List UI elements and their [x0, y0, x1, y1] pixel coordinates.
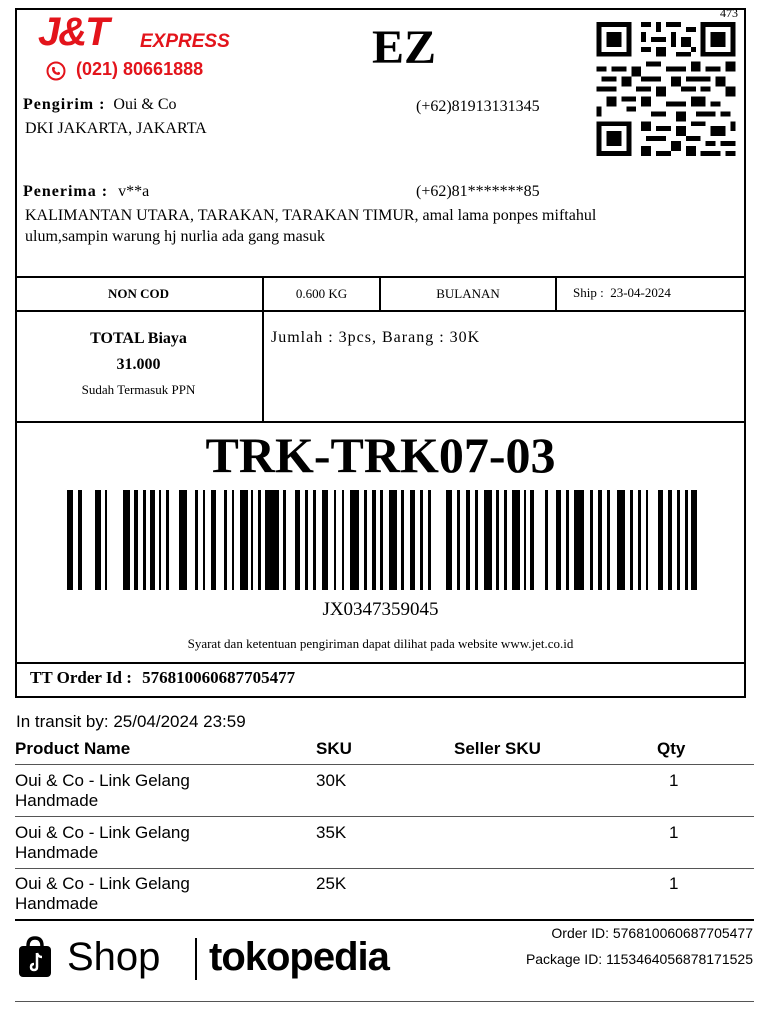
- qr-code: [596, 22, 736, 156]
- footer-divider: [15, 1001, 754, 1002]
- sender-name: Oui & Co: [113, 96, 177, 113]
- recipient-label: Penerima :: [23, 183, 109, 200]
- product-qty: 1: [669, 771, 679, 790]
- total-cost-title: TOTAL Biaya: [90, 330, 187, 347]
- divider: [15, 662, 746, 664]
- table-divider: [15, 816, 754, 817]
- sender-label: Pengirim :: [23, 96, 106, 113]
- brand-express: EXPRESS: [140, 31, 230, 52]
- product-name: Oui & Co - Link Gelang: [15, 771, 190, 790]
- col-header-seller-sku: Seller SKU: [454, 739, 541, 758]
- product-sku: 35K: [316, 823, 347, 842]
- recipient-name: v**a: [118, 183, 150, 200]
- package-contents: Jumlah : 3pcs, Barang : 30K: [271, 329, 481, 346]
- table-divider: [15, 868, 754, 869]
- sender-phone: (+62)81913131345: [416, 98, 540, 115]
- recipient-block: [23, 183, 403, 201]
- tt-order-label: TT Order Id :: [30, 668, 132, 687]
- product-name-cont: Handmade: [15, 843, 99, 862]
- cod-status: NON COD: [107, 286, 170, 301]
- table-divider: [15, 919, 754, 921]
- ship-date: Ship : 23-04-2024: [573, 285, 671, 300]
- product-name-cont: Handmade: [15, 791, 99, 810]
- product-sku: 30K: [316, 771, 347, 790]
- divider: [15, 421, 746, 423]
- divider: [555, 276, 557, 311]
- logo-separator: [195, 938, 197, 980]
- shopping-bag-icon: [17, 935, 53, 979]
- product-name: Oui & Co - Link Gelang: [15, 823, 190, 842]
- tokopedia-wordmark: tokopedia: [209, 935, 389, 979]
- col-header-sku: SKU: [316, 739, 352, 758]
- brand-jt: J&T: [38, 10, 108, 54]
- table-divider: [15, 764, 754, 765]
- service-type: BULANAN: [436, 286, 500, 301]
- total-cost-amount: 31.000: [116, 356, 161, 373]
- tax-note: Sudah Termasuk PPN: [81, 382, 196, 397]
- carrier-phone: (021) 80661888: [76, 59, 204, 79]
- transit-deadline: In transit by: 25/04/2024 23:59: [16, 712, 246, 731]
- package-id: Package ID: 1153464056878171525: [525, 951, 753, 967]
- sender-address: DKI JAKARTA, JAKARTA: [25, 120, 207, 137]
- product-name: Oui & Co - Link Gelang: [15, 874, 190, 893]
- product-qty: 1: [669, 823, 679, 842]
- recipient-phone: (+62)81*******85: [416, 183, 540, 200]
- weight: 0.600 KG: [295, 286, 348, 301]
- recipient-address-line1: KALIMANTAN UTARA, TARAKAN, TARAKAN TIMUR, amal lama ponpes miftahul: [25, 207, 597, 224]
- sorting-code: TRK-TRK07-03: [205, 427, 556, 483]
- product-qty: 1: [669, 874, 679, 893]
- product-name-cont: Handmade: [15, 894, 99, 913]
- col-header-product-name: Product Name: [15, 739, 131, 758]
- phone-icon: [46, 61, 66, 81]
- order-id: Order ID: 576810060687705477: [551, 925, 753, 941]
- sort-code: EZ: [372, 21, 437, 74]
- awb-number: JX0347359045: [322, 599, 439, 620]
- tt-order-row: [30, 668, 295, 688]
- shop-wordmark: Shop: [67, 935, 161, 979]
- tt-order-id: 576810060687705477: [142, 668, 296, 687]
- product-sku: 25K: [316, 874, 347, 893]
- shop-tokopedia-logo: [15, 930, 415, 988]
- jt-express-logo: [38, 10, 238, 56]
- recipient-address-line2: ulum,sampin warung hj nurlia ada gang masuk: [25, 228, 325, 245]
- corner-number: 473: [720, 6, 738, 20]
- terms-note: Syarat dan ketentuan pengiriman dapat dilihat pada website www.jet.co.id: [187, 636, 574, 651]
- col-header-qty: Qty: [657, 739, 686, 758]
